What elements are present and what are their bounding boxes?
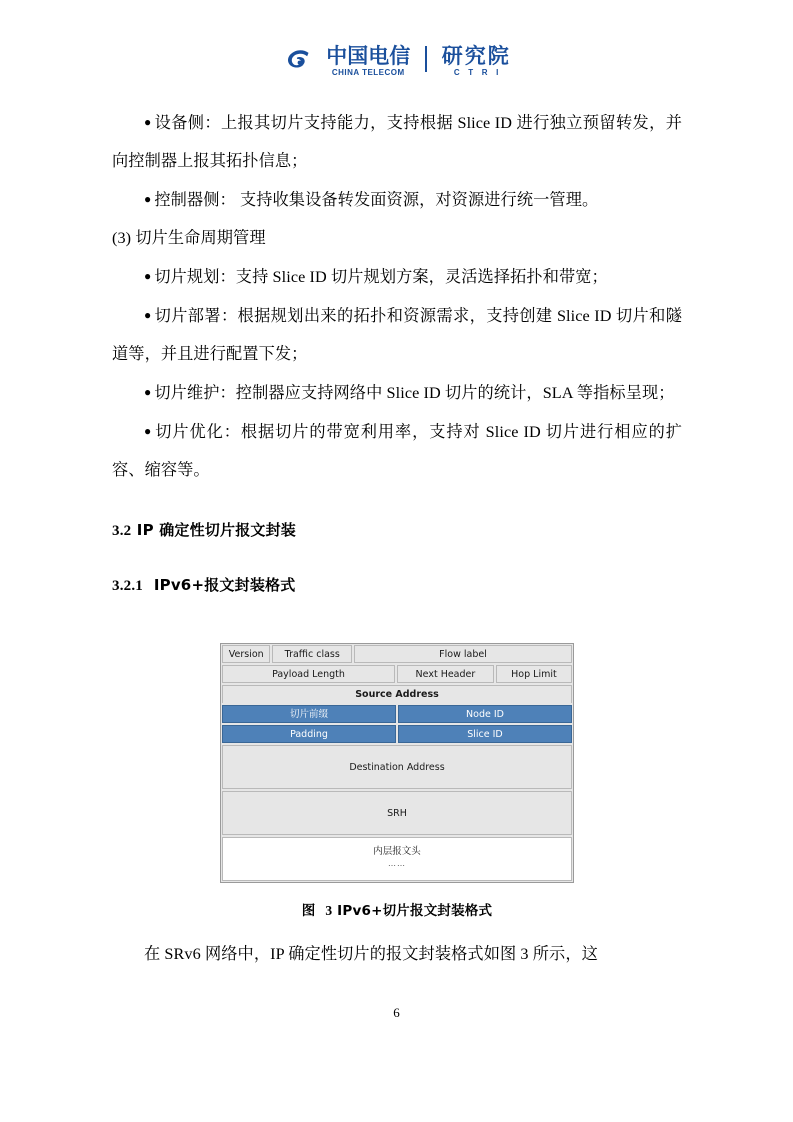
figure-caption <box>112 899 682 919</box>
institute-name-en: C T R I <box>453 68 502 78</box>
brand-name-en: CHINA TELECOM <box>331 68 405 78</box>
brand-name-cn: 中国电信 <box>326 43 411 68</box>
logo-divider <box>425 46 427 72</box>
inner-header-label: 内层报文头 <box>373 846 421 857</box>
page-number: 6 <box>393 1005 400 1020</box>
packet-row-srh <box>221 790 573 836</box>
section-title: IP 确定性切片报文封装 <box>136 521 296 539</box>
document-content <box>112 103 682 973</box>
bullet-icon: ● <box>144 385 152 399</box>
packet-field-hop-limit: Hop Limit <box>496 665 572 683</box>
paragraph-controller-side <box>112 180 682 219</box>
section-heading-3-2 <box>112 515 682 546</box>
paragraph-text: 切片维护：控制器应支持网络中 Slice ID 切片的统计，SLA 等指标呈现； <box>154 384 675 402</box>
figure-caption-title: IPv6+切片报文封装格式 <box>337 903 493 919</box>
packet-field-next-header: Next Header <box>397 665 494 683</box>
paragraph-slice-deployment <box>112 296 682 373</box>
inner-header-ellipsis: …… <box>388 858 406 868</box>
packet-row-source-address-label <box>221 684 573 704</box>
bullet-icon: ● <box>144 192 152 206</box>
packet-row-2 <box>221 664 573 684</box>
packet-field-source-address: Source Address <box>222 685 572 703</box>
paragraph-lifecycle-heading <box>112 219 682 257</box>
bullet-icon: ● <box>144 115 152 129</box>
paragraph-text: 控制器侧： 支持收集设备转发面资源，对资源进行统一管理。 <box>154 191 599 209</box>
section-number: 3.2 <box>112 523 132 539</box>
bullet-icon: ● <box>144 424 153 438</box>
packet-field-destination-address: Destination Address <box>222 745 572 789</box>
paragraph-text: 切片部署：根据规划出来的拓扑和资源需求，支持创建 Slice ID 切片和隧道等，并且进行配置下发； <box>112 307 682 363</box>
packet-field-version: Version <box>222 645 270 663</box>
packet-field-srh: SRH <box>222 791 572 835</box>
packet-field-traffic-class: Traffic class <box>272 645 352 663</box>
packet-field-payload-length: Payload Length <box>222 665 395 683</box>
packet-row-1 <box>221 644 573 664</box>
figure-caption-number: 3 <box>325 903 333 918</box>
packet-row-source-sub-2 <box>221 724 573 744</box>
institute-name-block <box>442 45 511 77</box>
packet-field-slice-prefix: 切片前缀 <box>222 705 396 723</box>
paragraph-text: 切片规划：支持 Slice ID 切片规划方案，灵活选择拓扑和带宽； <box>154 268 608 286</box>
packet-field-node-id: Node ID <box>398 705 572 723</box>
paragraph-slice-planning <box>112 257 682 296</box>
institute-name-cn: 研究院 <box>441 43 511 68</box>
figure-caption-prefix: 图 <box>301 903 316 919</box>
paragraph-device-side <box>112 103 682 180</box>
paragraph-text: 切片优化：根据切片的带宽利用率，支持对 Slice ID 切片进行相应的扩容、缩容等。 <box>112 423 682 479</box>
paragraph-after-figure: 在 SRv6 网络中，IP 确定性切片的报文封装格式如图 3 所示，这 <box>144 945 598 963</box>
paragraph-slice-optimization <box>112 412 682 489</box>
page-header <box>0 44 793 78</box>
packet-row-source-sub-1 <box>221 704 573 724</box>
packet-field-flow-label: Flow label <box>354 645 572 663</box>
china-telecom-logo <box>282 44 511 78</box>
bullet-icon: ● <box>144 308 152 322</box>
packet-row-destination-address <box>221 744 573 790</box>
paragraph-text: (3) 切片生命周期管理 <box>112 229 266 247</box>
packet-field-padding: Padding <box>222 725 396 743</box>
section-title: IPv6+报文封装格式 <box>153 576 296 594</box>
brand-name-block <box>326 45 410 77</box>
section-heading-3-2-1 <box>112 570 682 601</box>
figure-container <box>112 643 682 883</box>
packet-row-inner-header <box>221 836 573 882</box>
bullet-icon: ● <box>144 269 152 283</box>
ipv6-packet-diagram <box>220 643 574 883</box>
paragraph-slice-maintenance <box>112 373 682 412</box>
china-telecom-logo-icon <box>282 44 316 78</box>
packet-field-slice-id: Slice ID <box>398 725 572 743</box>
packet-field-inner-header <box>222 837 572 881</box>
paragraph-text: 设备侧：上报其切片支持能力，支持根据 Slice ID 进行独立预留转发，并向控制器上报其拓扑信息； <box>112 114 682 170</box>
section-number: 3.2.1 <box>112 578 143 594</box>
